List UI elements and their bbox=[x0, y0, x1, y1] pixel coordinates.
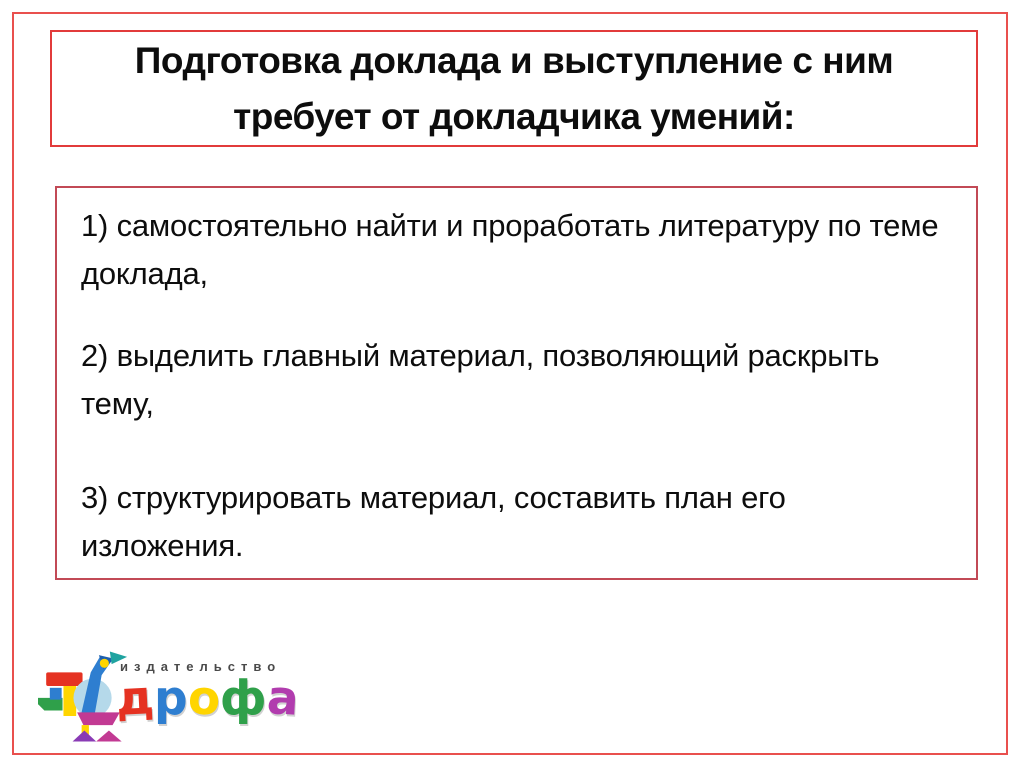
slide-title-line1: Подготовка доклада и выступление с ним bbox=[134, 39, 894, 81]
brand-letter-3: о bbox=[186, 670, 221, 727]
drofa-logo bbox=[38, 645, 298, 747]
list-item-2: 2) выделить главный материал, позволяющий раскрыть тему, bbox=[81, 338, 880, 421]
publisher-label: издательство bbox=[120, 659, 282, 674]
brand-letter-2: р bbox=[153, 671, 188, 726]
content-box bbox=[55, 186, 978, 580]
brand-letter-5: а bbox=[265, 670, 300, 727]
logo-text bbox=[114, 659, 300, 727]
brand-name bbox=[114, 670, 300, 727]
title-box bbox=[50, 30, 978, 147]
brand-letter-4: ф bbox=[219, 671, 267, 726]
slide-title-line2: требует от докладчика умений: bbox=[233, 95, 795, 137]
list-item-3: 3) структурировать материал, составить план его изложения. bbox=[81, 480, 786, 563]
list-item-1: 1) самостоятельно найти и проработать литературу по теме доклада, bbox=[81, 208, 939, 291]
brand-letter-1: д bbox=[114, 670, 156, 727]
